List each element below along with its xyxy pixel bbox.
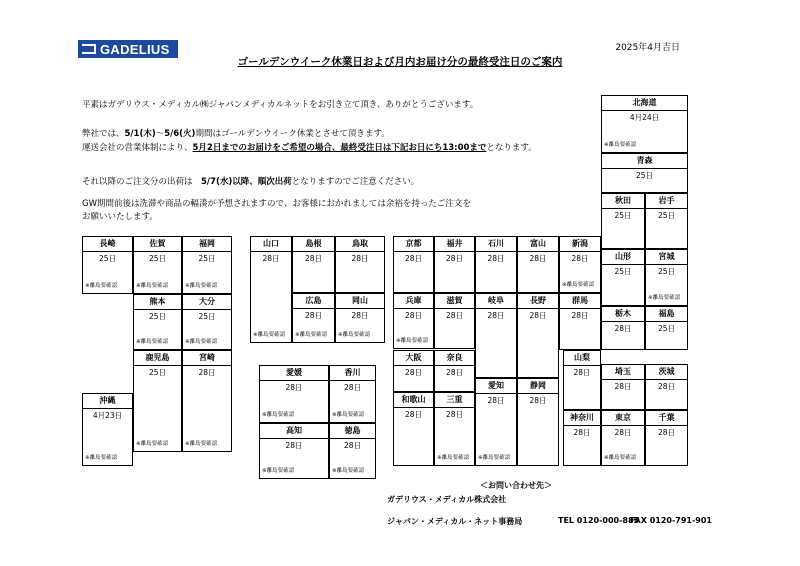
prefecture-cell-nagano <box>517 293 559 378</box>
island-note: ※離島要確認 <box>136 441 169 447</box>
prefecture-name: 宮崎 <box>183 351 231 366</box>
prefecture-name: 三重 <box>435 393 474 408</box>
island-note: ※離島要確認 <box>338 332 371 338</box>
prefecture-cell-shiga <box>434 293 475 349</box>
prefecture-name: 神奈川 <box>564 411 600 426</box>
advice-text: GW期間前後は洗滞や商品の輻湊が予想されますので、お客様におかれましては余裕を持ったご注文を <box>82 199 471 209</box>
deadline-date: 28日 <box>198 368 216 377</box>
deadline-date: 28日 <box>304 311 323 320</box>
holiday-text: 弊社では、5/1(木)～5/6(火)期間はゴールデンウイーク休業とさせて頂きます。 <box>82 129 390 139</box>
prefecture-name: 静岡 <box>518 379 558 394</box>
deadline-date: 28日 <box>445 368 464 377</box>
advice-text-2: お願いいたします。 <box>82 212 158 222</box>
island-note: ※離島要確認 <box>262 468 295 474</box>
prefecture-cell-fukui <box>434 236 475 293</box>
island-note: ※離島要確認 <box>332 468 365 474</box>
prefecture-cell-okinawa <box>82 393 133 466</box>
prefecture-name: 秋田 <box>602 194 644 209</box>
prefecture-name: 大阪 <box>394 351 433 366</box>
prefecture-cell-miyagi <box>645 249 688 306</box>
prefecture-name: 新潟 <box>560 237 600 252</box>
deadline-date: 28日 <box>571 311 589 320</box>
prefecture-name: 奈良 <box>435 351 474 366</box>
deadline-date: 28日 <box>573 368 591 377</box>
deadline-date: 28日 <box>343 441 362 450</box>
deadline-date: 25日 <box>657 324 676 333</box>
prefecture-cell-ishikawa <box>475 236 517 293</box>
deadline-date: 28日 <box>573 428 591 437</box>
prefecture-cell-shizuoka <box>517 378 559 466</box>
deadline-date: 25日 <box>148 368 167 377</box>
prefecture-cell-aomori <box>601 153 688 193</box>
contact-fax: FAX 0120-791-901 <box>630 516 712 525</box>
prefecture-name: 福井 <box>435 237 474 252</box>
deadline-date: 25日 <box>148 312 167 321</box>
deadline-date: 28日 <box>614 382 632 391</box>
prefecture-cell-shimane <box>292 236 335 293</box>
island-note: ※離島要確認 <box>185 283 218 289</box>
island-note: ※離島要確認 <box>437 455 470 461</box>
prefecture-name: 和歌山 <box>394 393 433 408</box>
deadline-date: 28日 <box>304 254 323 263</box>
island-note: ※離島要確認 <box>396 338 429 344</box>
deadline-date: 28日 <box>445 254 464 263</box>
prefecture-cell-kyoto <box>393 236 434 293</box>
prefecture-name: 兵庫 <box>394 294 433 309</box>
prefecture-cell-tokyo <box>601 410 645 466</box>
island-note: ※離島要確認 <box>562 282 595 288</box>
prefecture-name: 茨城 <box>646 365 687 380</box>
contact-heading: ＜お問い合わせ先＞ <box>480 481 552 490</box>
island-note: ※離島要確認 <box>262 412 295 418</box>
prefecture-name: 大分 <box>183 295 231 310</box>
prefecture-cell-miyazaki <box>182 350 232 452</box>
prefecture-cell-kagoshima <box>133 350 182 452</box>
logo-text: GADELIUS <box>100 41 170 57</box>
prefecture-cell-yamaguchi <box>250 236 292 343</box>
island-note: ※離島要確認 <box>604 455 637 461</box>
prefecture-cell-kochi <box>259 423 329 479</box>
island-note: ※離島要確認 <box>332 412 365 418</box>
island-note: ※離島要確認 <box>185 339 218 345</box>
prefecture-name: 青森 <box>602 154 687 169</box>
prefecture-name: 山梨 <box>564 351 600 366</box>
prefecture-name: 徳島 <box>330 424 375 439</box>
deadline-date: 28日 <box>262 254 280 263</box>
island-note: ※離島要確認 <box>85 455 118 461</box>
issue-date: 2025年4月吉日 <box>615 43 680 53</box>
island-note: ※離島要確認 <box>85 283 118 289</box>
deadline-date: 28日 <box>404 311 423 320</box>
deadline-date: 25日 <box>148 254 167 263</box>
prefecture-name: 鹿児島 <box>134 351 181 366</box>
deadline-date: 28日 <box>487 254 505 263</box>
prefecture-name: 島根 <box>293 237 334 252</box>
prefecture-cell-nara <box>434 350 475 392</box>
deadline-date: 28日 <box>529 396 547 405</box>
prefecture-cell-yamagata <box>601 249 645 306</box>
island-note: ※離島要確認 <box>604 142 637 148</box>
deadline-date: 25日 <box>98 254 117 263</box>
prefecture-cell-nagasaki <box>82 236 133 294</box>
prefecture-cell-mie <box>434 392 475 466</box>
prefecture-name: 山形 <box>602 250 644 265</box>
prefecture-name: 高知 <box>260 424 328 439</box>
prefecture-cell-kanagawa <box>563 410 601 466</box>
island-note: ※離島要確認 <box>185 441 218 447</box>
deadline-date: 28日 <box>343 383 362 392</box>
greeting-text: 平素はガデリウス・メディカル㈱ジャパンメディカルネットをお引き立て頂き、ありがとうございます。 <box>82 100 479 110</box>
prefecture-name: 埼玉 <box>602 365 644 380</box>
prefecture-name: 栃木 <box>602 307 644 322</box>
prefecture-cell-saitama <box>601 364 645 410</box>
prefecture-name: 長崎 <box>83 237 132 252</box>
prefecture-cell-hyogo <box>393 293 434 349</box>
deadline-date: 28日 <box>445 410 464 419</box>
deadline-date: 4月24日 <box>629 113 660 122</box>
prefecture-cell-okayama <box>335 293 385 343</box>
prefecture-cell-tottori <box>335 236 385 293</box>
prefecture-cell-kumamoto <box>133 294 182 350</box>
deadline-date: 28日 <box>529 311 547 320</box>
prefecture-name: 京都 <box>394 237 433 252</box>
island-note: ※離島要確認 <box>648 295 681 301</box>
deadline-date: 25日 <box>657 211 676 220</box>
deadline-date: 28日 <box>657 428 676 437</box>
prefecture-name: 群馬 <box>560 294 600 309</box>
prefecture-name: 東京 <box>602 411 644 426</box>
deadline-date: 28日 <box>285 441 303 450</box>
deadline-date: 28日 <box>487 396 505 405</box>
island-note: ※離島要確認 <box>136 339 169 345</box>
prefecture-name: 愛媛 <box>260 366 328 381</box>
prefecture-name: 山口 <box>251 237 291 252</box>
deadline-date: 25日 <box>198 254 216 263</box>
deadline-date: 4月23日 <box>92 411 123 420</box>
prefecture-cell-fukuoka <box>182 236 232 294</box>
island-note: ※離島要確認 <box>136 283 169 289</box>
prefecture-cell-ehime <box>259 365 329 423</box>
prefecture-name: 香川 <box>330 366 375 381</box>
prefecture-cell-ibaraki <box>645 364 688 410</box>
prefecture-name: 岐阜 <box>476 294 516 309</box>
shipping-text: それ以降のご注文分の出荷は 5/7(水)以降、順次出荷となりますのでご注意ください。 <box>82 177 420 187</box>
prefecture-cell-gifu <box>475 293 517 378</box>
prefecture-name: 福島 <box>646 307 687 322</box>
deadline-date: 25日 <box>614 211 632 220</box>
deadline-date: 28日 <box>404 410 423 419</box>
island-note: ※離島要確認 <box>253 332 286 338</box>
prefecture-cell-oita <box>182 294 232 350</box>
prefecture-cell-yamanashi <box>563 350 601 410</box>
contact-company: ガデリウス・メディカル株式会社 <box>387 495 507 504</box>
prefecture-name: 岡山 <box>336 294 384 309</box>
prefecture-name: 岩手 <box>646 194 687 209</box>
deadline-date: 28日 <box>404 368 423 377</box>
prefecture-cell-hiroshima <box>292 293 335 343</box>
contact-office: ジャパン・メディカル・ネット事務局 <box>387 517 523 526</box>
deadline-date: 25日 <box>635 171 654 180</box>
prefecture-cell-gunma <box>559 293 601 350</box>
prefecture-cell-chiba <box>645 410 688 466</box>
prefecture-name: 福岡 <box>183 237 231 252</box>
prefecture-name: 千葉 <box>646 411 687 426</box>
prefecture-name: 広島 <box>293 294 334 309</box>
prefecture-name: 富山 <box>518 237 558 252</box>
deadline-date: 28日 <box>571 254 589 263</box>
prefecture-cell-akita <box>601 193 645 249</box>
deadline-date: 25日 <box>614 267 632 276</box>
prefecture-name: 宮城 <box>646 250 687 265</box>
prefecture-name: 佐賀 <box>134 237 181 252</box>
prefecture-cell-saga <box>133 236 182 294</box>
island-note: ※離島要確認 <box>295 332 328 338</box>
prefecture-name: 沖縄 <box>83 394 132 409</box>
deadline-date: 28日 <box>285 383 303 392</box>
deadline-date: 28日 <box>404 254 423 263</box>
prefecture-cell-kagawa <box>329 365 376 423</box>
deadline-date: 28日 <box>487 311 505 320</box>
contact-tel: TEL 0120-000-885 <box>558 516 640 525</box>
deadline-date: 25日 <box>657 267 676 276</box>
prefecture-cell-tokushima <box>329 423 376 479</box>
island-note: ※離島要確認 <box>478 455 511 461</box>
deadline-date: 28日 <box>351 311 369 320</box>
prefecture-cell-toyama <box>517 236 559 293</box>
deadline-date: 28日 <box>614 324 632 333</box>
prefecture-name: 滋賀 <box>435 294 474 309</box>
prefecture-cell-iwate <box>645 193 688 249</box>
prefecture-cell-aichi <box>475 378 517 466</box>
prefecture-cell-wakayama <box>393 392 434 466</box>
deadline-date: 25日 <box>198 312 216 321</box>
prefecture-cell-tochigi <box>601 306 645 350</box>
prefecture-name: 愛知 <box>476 379 516 394</box>
deadline-date: 28日 <box>529 254 547 263</box>
deadline-date: 28日 <box>614 428 632 437</box>
prefecture-name: 北海道 <box>602 96 687 111</box>
deadline-date: 28日 <box>657 382 676 391</box>
prefecture-cell-osaka <box>393 350 434 392</box>
prefecture-name: 石川 <box>476 237 516 252</box>
prefecture-name: 熊本 <box>134 295 181 310</box>
prefecture-cell-hokkaido <box>601 95 688 153</box>
deadline-date: 28日 <box>445 311 464 320</box>
prefecture-cell-niigata <box>559 236 601 293</box>
page-title: ゴールデンウイーク休業日および月内お届け分の最終受注日のご案内 <box>237 56 563 68</box>
deadline-date: 28日 <box>351 254 369 263</box>
logo-mark-icon <box>82 44 96 54</box>
prefecture-cell-fukushima <box>645 306 688 350</box>
prefecture-name: 鳥取 <box>336 237 384 252</box>
deadline-text: 運送会社の営業体制により、5月2日までのお届けをご希望の場合、最終受注日は下記お日にち13:00までとなります。 <box>82 143 537 153</box>
prefecture-name: 長野 <box>518 294 558 309</box>
